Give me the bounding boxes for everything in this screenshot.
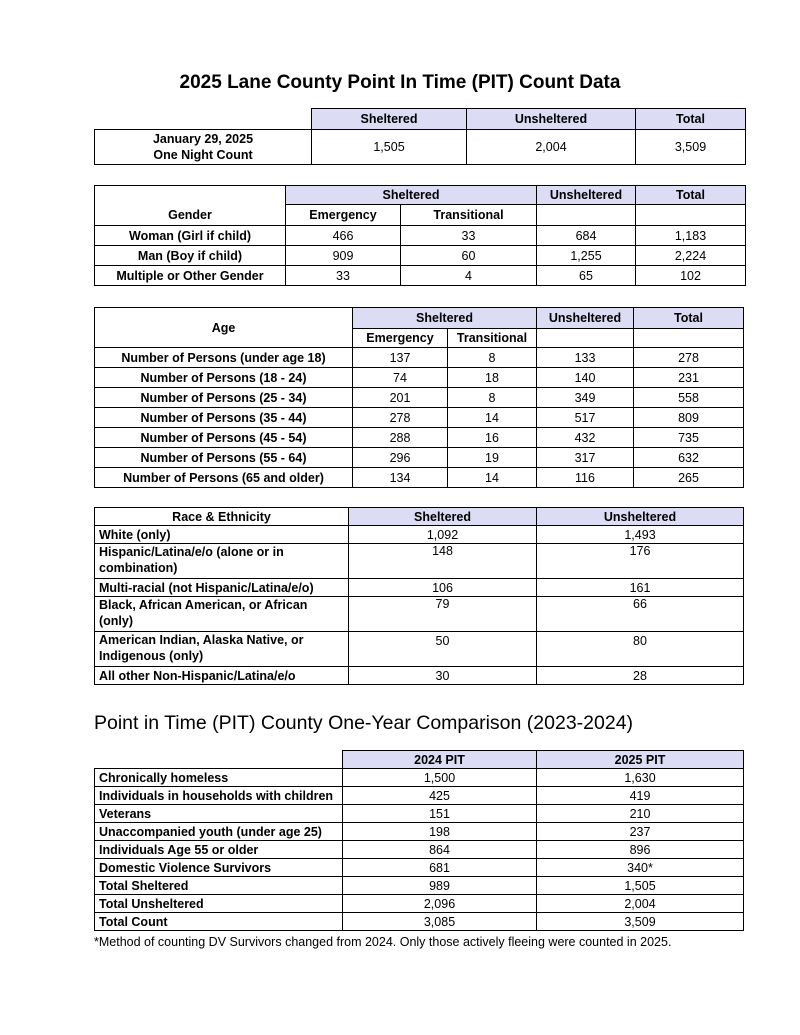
sheltered-value: 148 [349,544,537,579]
unsheltered-value: 80 [537,632,744,667]
pit-2025-value: 1,505 [537,877,744,895]
pit-2025-value: 237 [537,823,744,841]
unsheltered-value: 176 [537,544,744,579]
total-value: 735 [634,428,744,448]
row-label: Total Sheltered [95,877,343,895]
emergency-header: Emergency [353,329,448,348]
row-label: Number of Persons (65 and older) [95,468,353,488]
row-label: Total Count [95,913,343,931]
unsheltered-value: 517 [537,408,634,428]
unsheltered-value: 1,255 [537,246,636,266]
emergency-value: 33 [286,266,401,286]
pit-2025-value: 419 [537,787,744,805]
total-value: 809 [634,408,744,428]
page-title: 2025 Lane County Point In Time (PIT) Count Data [179,72,621,93]
row-label: Multi-racial (not Hispanic/Latina/e/o) [95,579,349,597]
total-value: 2,224 [636,246,746,266]
emergency-value: 909 [286,246,401,266]
sheltered-header: Sheltered [312,109,467,130]
row-label: Individuals in households with children [95,787,343,805]
transitional-value: 14 [448,408,537,428]
row-label: Number of Persons (55 - 64) [95,448,353,468]
blank-cell [537,329,634,348]
row-label: Veterans [95,805,343,823]
count-date-label [95,130,312,165]
footnote: *Method of counting DV Survivors changed from 2024. Only those actively fleeing were counted in 2025. [94,935,672,949]
unsheltered-value: 317 [537,448,634,468]
unsheltered-value: 140 [537,368,634,388]
pit-2024-value: 198 [343,823,537,841]
unsheltered-value: 684 [537,226,636,246]
overall-count-table [94,108,746,165]
sheltered-value: 30 [349,667,537,685]
transitional-value: 16 [448,428,537,448]
row-label: Chronically homeless [95,769,343,787]
row-label: American Indian, Alaska Native, or Indigenous (only) [95,632,349,667]
sheltered-value: 1,505 [312,130,467,165]
pit-2025-header: 2025 PIT [537,751,744,769]
sheltered-value: 79 [349,597,537,632]
transitional-header: Transitional [448,329,537,348]
row-label: Hispanic/Latina/e/o (alone or in combination) [95,544,349,579]
count-date: January 29, 2025 [152,132,254,146]
blank-cell [95,109,312,130]
pit-2024-value: 864 [343,841,537,859]
transitional-value: 33 [401,226,537,246]
row-label: Unaccompanied youth (under age 25) [95,823,343,841]
unsheltered-value: 116 [537,468,634,488]
unsheltered-header: Unsheltered [537,186,636,205]
pit-2024-value: 3,085 [343,913,537,931]
emergency-value: 288 [353,428,448,448]
pit-2025-value: 1,630 [537,769,744,787]
unsheltered-value: 1,493 [537,526,744,544]
row-label: Individuals Age 55 or older [95,841,343,859]
emergency-value: 278 [353,408,448,428]
transitional-value: 8 [448,348,537,368]
unsheltered-header: Unsheltered [467,109,636,130]
row-label: Number of Persons (25 - 34) [95,388,353,408]
sheltered-value: 106 [349,579,537,597]
unsheltered-header: Unsheltered [537,508,744,526]
total-value: 102 [636,266,746,286]
blank-cell [95,186,286,205]
unsheltered-value: 432 [537,428,634,448]
total-value: 278 [634,348,744,368]
comparison-heading: Point in Time (PIT) County One-Year Comparison (2023-2024) [94,712,634,734]
transitional-value: 60 [401,246,537,266]
unsheltered-value: 66 [537,597,744,632]
row-label: Multiple or Other Gender [95,266,286,286]
transitional-value: 4 [401,266,537,286]
unsheltered-value: 65 [537,266,636,286]
comparison-table [94,750,744,931]
pit-2025-value: 2,004 [537,895,744,913]
pit-2025-value: 3,509 [537,913,744,931]
age-header: Age [95,308,353,348]
transitional-value: 19 [448,448,537,468]
sheltered-value: 50 [349,632,537,667]
sheltered-header: Sheltered [349,508,537,526]
pit-2025-value: 210 [537,805,744,823]
row-label: Man (Boy if child) [95,246,286,266]
pit-2024-value: 2,096 [343,895,537,913]
unsheltered-header: Unsheltered [537,308,634,329]
count-type: One Night Count [153,148,253,162]
pit-2024-value: 681 [343,859,537,877]
sheltered-header: Sheltered [353,308,537,329]
blank-cell [636,205,746,226]
pit-2024-value: 1,500 [343,769,537,787]
row-label: Number of Persons (under age 18) [95,348,353,368]
row-label: White (only) [95,526,349,544]
total-value: 632 [634,448,744,468]
emergency-value: 74 [353,368,448,388]
emergency-value: 201 [353,388,448,408]
transitional-value: 18 [448,368,537,388]
transitional-value: 8 [448,388,537,408]
row-label: Number of Persons (35 - 44) [95,408,353,428]
row-label: Black, African American, or African (only) [95,597,349,632]
row-label: Domestic Violence Survivors [95,859,343,877]
blank-cell [634,329,744,348]
sheltered-header: Sheltered [286,186,537,205]
age-table [94,307,744,488]
transitional-value: 14 [448,468,537,488]
row-label: Number of Persons (45 - 54) [95,428,353,448]
emergency-header: Emergency [286,205,401,226]
total-value: 1,183 [636,226,746,246]
sheltered-value: 1,092 [349,526,537,544]
gender-table [94,185,746,286]
transitional-header: Transitional [401,205,537,226]
pit-2024-header: 2024 PIT [343,751,537,769]
unsheltered-value: 2,004 [467,130,636,165]
total-value: 558 [634,388,744,408]
unsheltered-value: 161 [537,579,744,597]
row-label: Woman (Girl if child) [95,226,286,246]
emergency-value: 296 [353,448,448,468]
total-header: Total [634,308,744,329]
pit-2025-value: 340* [537,859,744,877]
total-value: 3,509 [636,130,746,165]
emergency-value: 466 [286,226,401,246]
race-ethnicity-table [94,507,744,685]
emergency-value: 137 [353,348,448,368]
unsheltered-value: 28 [537,667,744,685]
race-header: Race & Ethnicity [95,508,349,526]
pit-2024-value: 989 [343,877,537,895]
row-label: All other Non-Hispanic/Latina/e/o [95,667,349,685]
blank-cell [537,205,636,226]
emergency-value: 134 [353,468,448,488]
unsheltered-value: 133 [537,348,634,368]
total-header: Total [636,109,746,130]
pit-2024-value: 425 [343,787,537,805]
total-value: 231 [634,368,744,388]
blank-cell [95,751,343,769]
pit-2024-value: 151 [343,805,537,823]
unsheltered-value: 349 [537,388,634,408]
total-value: 265 [634,468,744,488]
row-label: Total Unsheltered [95,895,343,913]
gender-header: Gender [95,205,286,226]
row-label: Number of Persons (18 - 24) [95,368,353,388]
total-header: Total [636,186,746,205]
pit-2025-value: 896 [537,841,744,859]
